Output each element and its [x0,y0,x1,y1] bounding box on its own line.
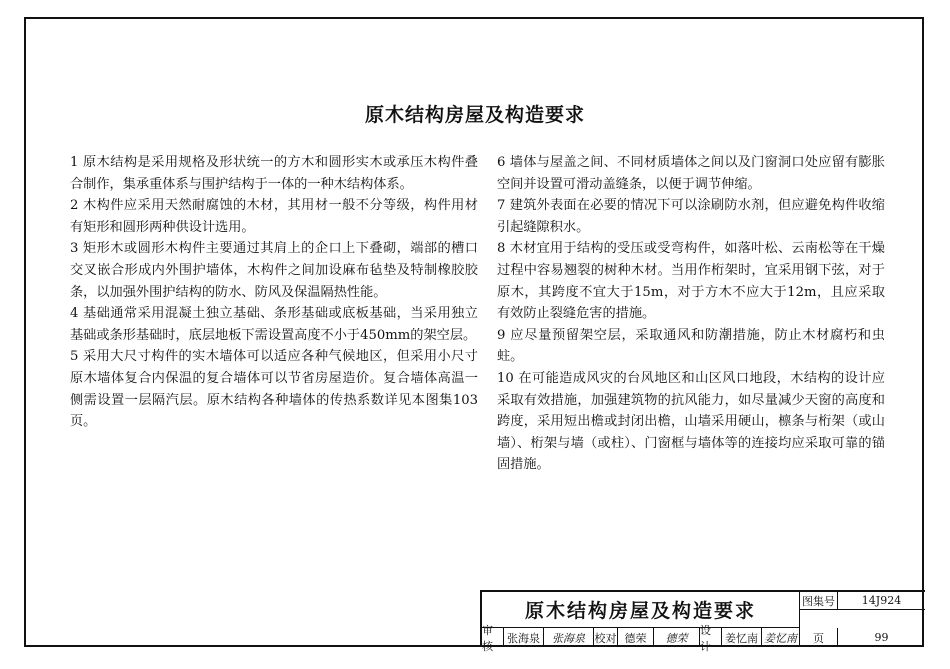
check-label: 校对 [594,628,618,647]
designer-name: 姜忆南 [722,628,762,647]
clause-5: 5 采用大尺寸构件的实木墙体可以适应各种气候地区，但采用小尺寸原木墙体复合内保温的复合墙体可以节省房屋造价。复合墙体高温一侧需设置一层隔汽层。原木结构各种墙体的传热系数详见本图集103页。 [70,349,478,430]
clause-7: 7 建筑外表面在必要的情况下可以涂刷防水剂，但应避免构件收缩引起缝隙积水。 [497,198,885,235]
clause-8: 8 木材宜用于结构的受压或受弯构件，如落叶松、云南松等在干燥过程中容易翘裂的树种木材。当用作桁架时，宜采用钢下弦，对于原木，其跨度不宜大于15m，对于方木不应大于12m，且应采取有效防止裂缝危害的措施。 [497,241,885,322]
clause-1: 1 原木结构是采用规格及形状统一的方木和圆形实木或承压木构件叠合制作，集承重体系与围护结构于一体的一种木结构体系。 [70,155,478,192]
signature-row [482,623,925,653]
review-label: 审核 [482,628,504,647]
clause-10: 10 在可能造成风灾的台风地区和山区风口地段，木结构的设计应采取有效措施，加强建筑物的抗风能力，如尽量减少天窗的高度和跨度，采用短出檐或封闭出檐，山墙采用硬山，檩条与桁架（或山墙）、桁架与墙（或柱）、门窗框与墙体等的连接均应采取可靠的锚固措施。 [497,370,885,473]
clause-2: 2 木构件应采用天然耐腐蚀的木材，其用材一般不分等级，构件用材有矩形和圆形两种供设计选用。 [70,198,478,235]
checker-signature: 德荣 [654,628,700,647]
page-title: 原木结构房屋及构造要求 [364,104,585,126]
clause-4: 4 基础通常采用混凝土独立基础、条形基础或底板基础，当采用独立基础或条形基础时，底层地板下需设置高度不小于450mm的架空层。 [70,306,478,343]
clause-3: 3 矩形木或圆形木构件主要通过其肩上的企口上下叠砌，端部的槽口交叉嵌合形成内外围护墙体，木构件之间加设麻布毡垫及特制橡胶胶条，以加强外围护结构的防水、防风及保温隔热性能。 [70,241,478,300]
reviewer-signature: 张海泉 [544,628,594,647]
page-label: 页 [800,628,838,647]
atlas-number: 14J924 [838,592,925,610]
left-column [70,152,478,433]
atlas-number-label: 图集号 [800,592,838,610]
reviewer-name: 张海泉 [504,628,544,647]
right-column [497,152,885,476]
clause-9: 9 应尽量预留架空层，采取通风和防潮措施，防止木材腐朽和虫蛀。 [497,327,885,365]
designer-signature: 姜忆南 [762,628,800,647]
clause-6: 6 墙体与屋盖之间、不同材质墙体之间以及门窗洞口处应留有膨胀空间并设置可滑动盖缝条，以便于调节伸缩。 [497,155,885,192]
page-number: 99 [874,631,889,644]
checker-name: 德荣 [618,628,654,647]
title-block [480,590,925,653]
design-label: 设计 [700,628,722,647]
title-block-name: 原木结构房屋及构造要求 [482,592,800,628]
